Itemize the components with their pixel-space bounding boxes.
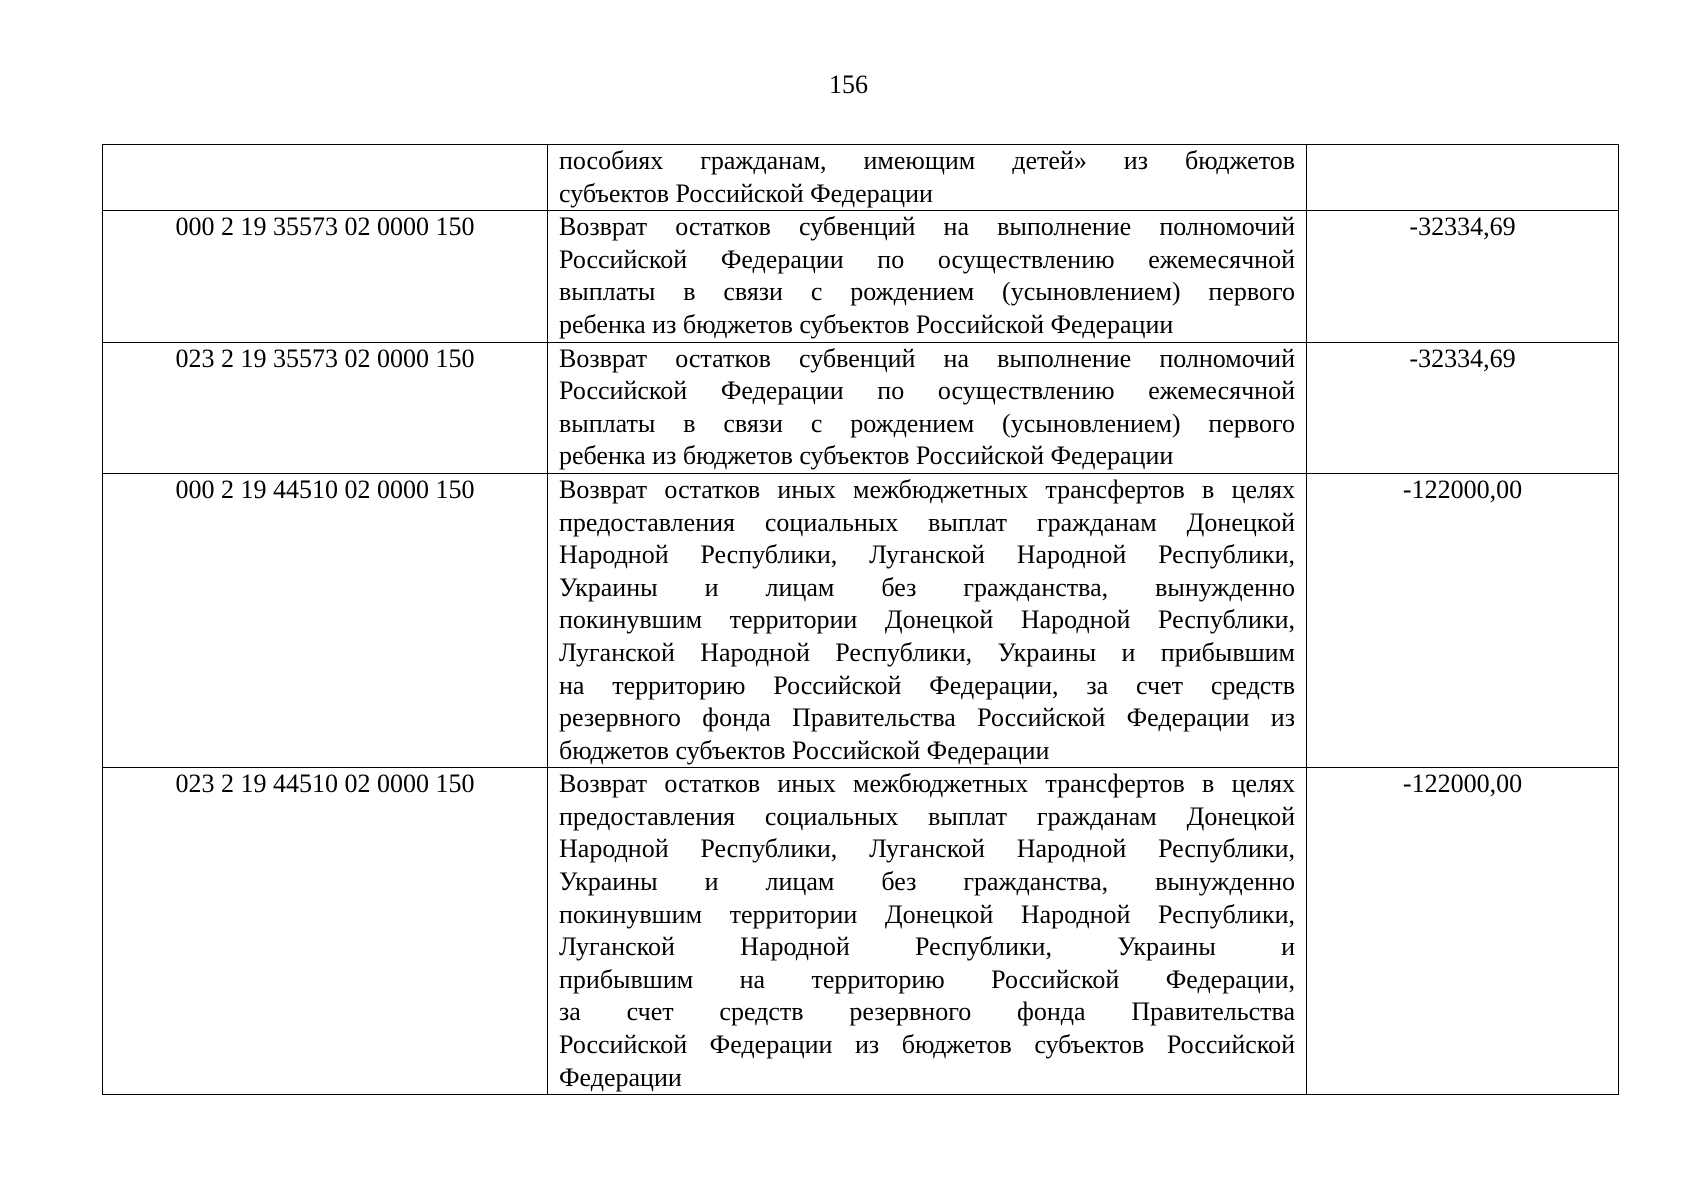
budget-code-cell: 000 2 19 35573 02 0000 150 — [103, 211, 548, 342]
description-cell — [548, 342, 1307, 473]
description-line: субъектов Российской Федерации — [559, 178, 933, 208]
description-line: покинувшим территории Донецкой Народной Республики, — [559, 605, 1295, 635]
amount-cell: -32334,69 — [1307, 211, 1619, 342]
page-number: 156 — [829, 70, 868, 99]
table-row — [103, 342, 1619, 473]
description-line: Украины и лицам без гражданства, вынужденно — [559, 572, 1295, 602]
amount-cell: -32334,69 — [1307, 342, 1619, 473]
description-line: пособиях гражданам, имеющим детей» из бюджетов — [559, 146, 1295, 175]
budget-code-cell: 023 2 19 35573 02 0000 150 — [103, 342, 548, 473]
description-line: Российской Федерации по осуществлению ежемесячной — [559, 376, 1295, 406]
description-line: ребенка из бюджетов субъектов Российской Федерации — [559, 309, 1174, 339]
budget-code-cell — [103, 145, 548, 211]
description-line: резервного фонда Правительства Российской Федерации из — [559, 703, 1295, 733]
table-row — [103, 145, 1619, 211]
amount-cell — [1307, 145, 1619, 211]
description-line: предоставления социальных выплат гражданам Донецкой — [559, 801, 1295, 831]
table-row — [103, 211, 1619, 342]
description-line: Возврат остатков иных межбюджетных трансфертов в целях — [559, 474, 1295, 504]
description-line: прибывшим на территорию Российской Федерации, — [559, 964, 1295, 994]
description-line: за счет средств резервного фонда Правительства — [559, 997, 1295, 1027]
description-cell — [548, 211, 1307, 342]
description-line: выплаты в связи с рождением (усыновлением) первого — [559, 408, 1295, 438]
description-line: Луганской Народной Республики, Украины и прибывшим — [559, 637, 1295, 667]
description-line: Народной Республики, Луганской Народной Республики, — [559, 834, 1295, 864]
description-line: Луганской Народной Республики, Украины и — [559, 932, 1295, 962]
description-line: Российской Федерации по осуществлению ежемесячной — [559, 244, 1295, 274]
description-line: на территорию Российской Федерации, за счет средств — [559, 670, 1295, 700]
description-line: Российской Федерации из бюджетов субъектов Российской — [559, 1030, 1295, 1060]
description-line: Федерации — [559, 1062, 682, 1092]
table-row — [103, 473, 1619, 767]
description-cell — [548, 145, 1307, 211]
amount-cell: -122000,00 — [1307, 473, 1619, 767]
description-line: выплаты в связи с рождением (усыновлением) первого — [559, 277, 1295, 307]
budget-code-cell: 000 2 19 44510 02 0000 150 — [103, 473, 548, 767]
budget-table — [102, 144, 1619, 1095]
description-cell — [548, 473, 1307, 767]
description-line: бюджетов субъектов Российской Федерации — [559, 735, 1050, 765]
description-line: Народной Республики, Луганской Народной Республики, — [559, 540, 1295, 570]
description-line: Возврат остатков иных межбюджетных трансфертов в целях — [559, 769, 1295, 799]
table-row — [103, 768, 1619, 1095]
description-line: покинувшим территории Донецкой Народной Республики, — [559, 899, 1295, 929]
description-line: предоставления социальных выплат гражданам Донецкой — [559, 507, 1295, 537]
description-line: Украины и лицам без гражданства, вынужденно — [559, 867, 1295, 897]
table-body — [103, 145, 1619, 1095]
amount-cell: -122000,00 — [1307, 768, 1619, 1095]
description-line: ребенка из бюджетов субъектов Российской Федерации — [559, 441, 1174, 471]
description-cell — [548, 768, 1307, 1095]
description-line: Возврат остатков субвенций на выполнение полномочий — [559, 343, 1295, 373]
description-line: Возврат остатков субвенций на выполнение полномочий — [559, 212, 1295, 242]
budget-code-cell: 023 2 19 44510 02 0000 150 — [103, 768, 548, 1095]
